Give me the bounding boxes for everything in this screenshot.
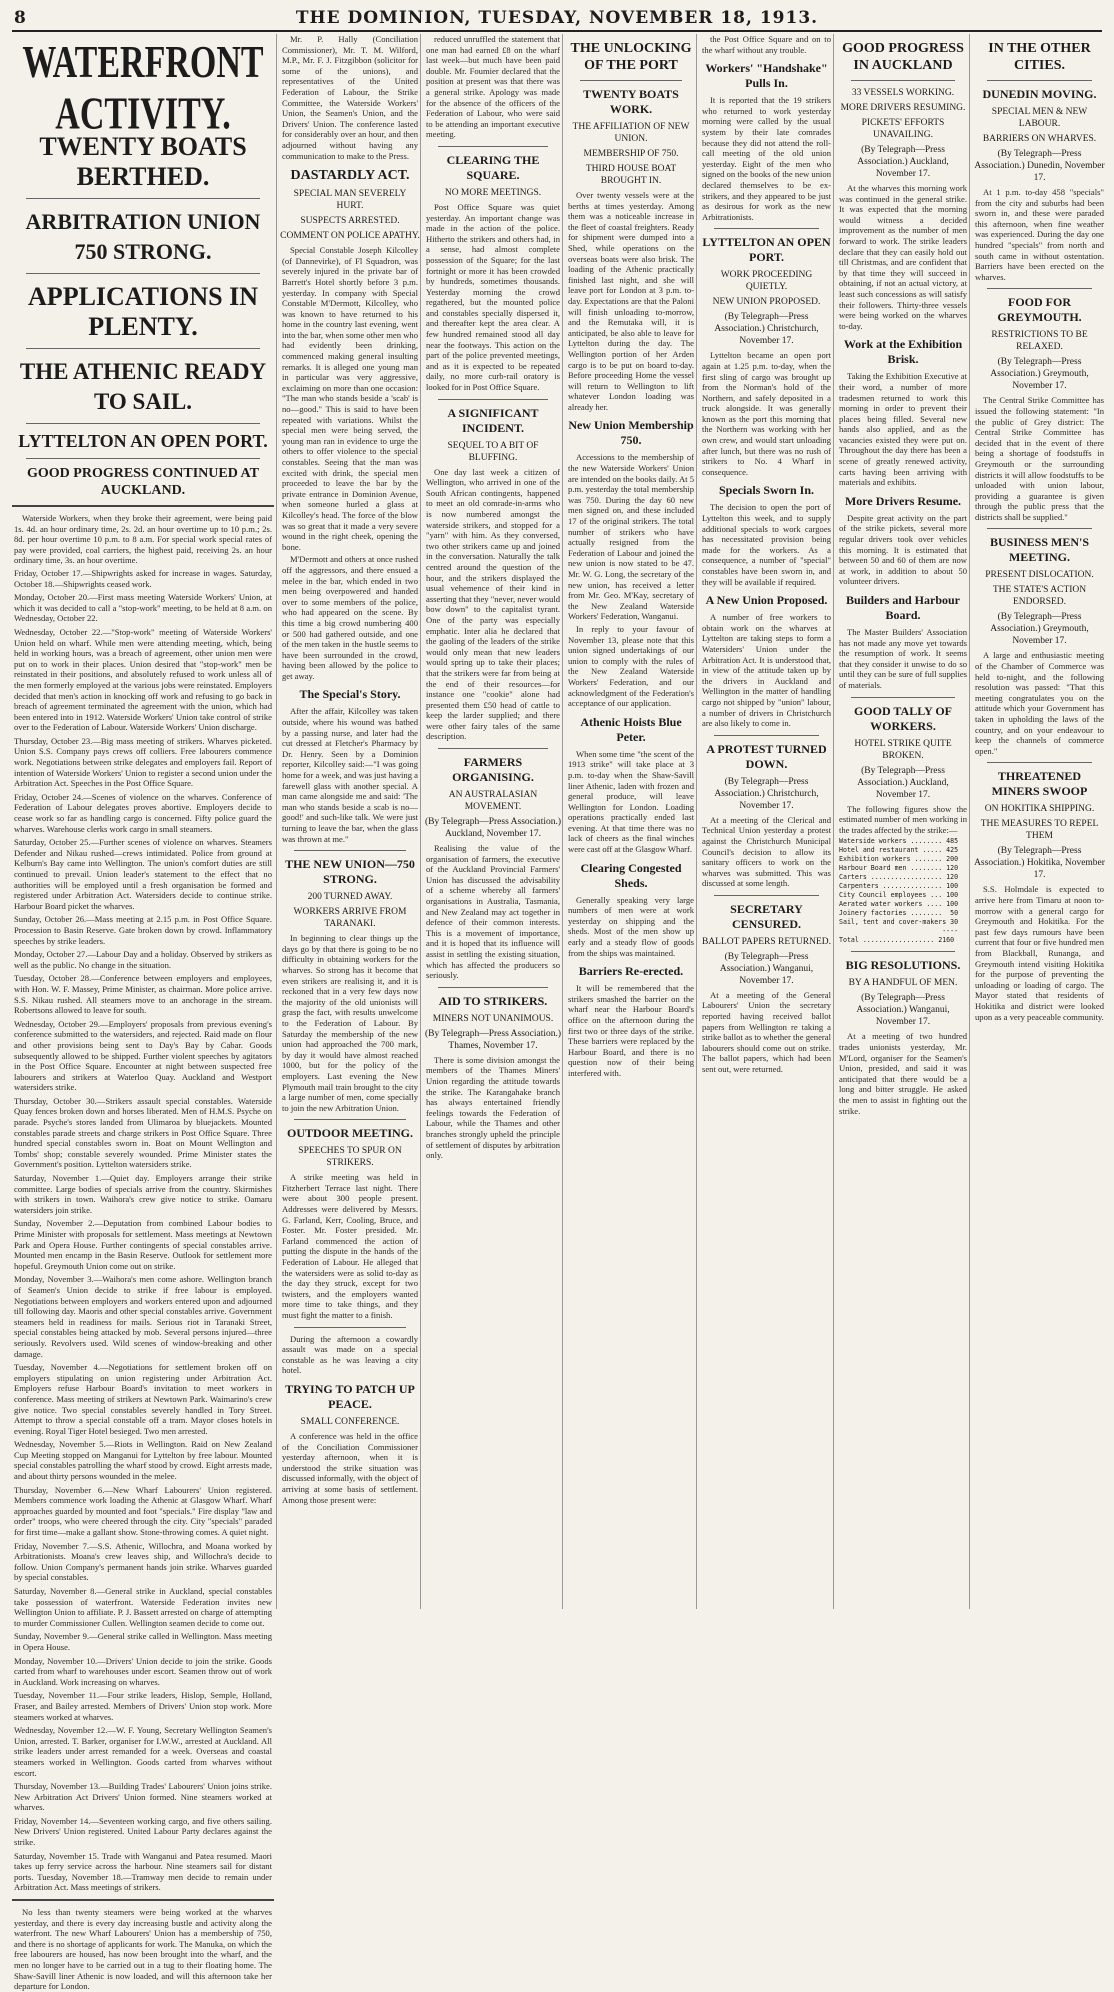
section-heading: Work at the Exhibition Brisk.	[843, 337, 963, 367]
diary-entry: Saturday, November 1.—Quiet day. Employers arrange their strike committee. Large bodies of specials arrive from the country. Skirmishes with strikers in town. Waihora's crew give notice to strike. Oamaru watersiders join strike.	[14, 1173, 272, 1215]
deck-headline: ARBITRATION UNION 750 STRONG.	[25, 209, 261, 264]
section-heading: IN THE OTHER CITIES.	[988, 41, 1091, 73]
diary-entry: Monday, October 20.—First mass meeting Waterside Workers' Union, at which it was decided to call a "stop-work" meeting, to be held at 8 a.m. on Wednesday, October 22.	[14, 592, 272, 624]
deck-headline: APPLICATIONS IN PLENTY.	[28, 282, 258, 341]
section-heading: FOOD FOR GREYMOUTH.	[997, 295, 1082, 325]
subheading: THE STATE'S ACTION ENDORSED.	[992, 585, 1087, 608]
subheading: SPECIAL MAN SEVERELY HURT.	[293, 189, 407, 212]
diary-entry: Thursday, October 23.—Big mass meeting of strikers. Wharves picketed. Union S.S. Company pays crews off colliers. Free labourers commence work. Negotiations between strike delegates and employers fail. Report of intention of Waterside Workers' Union to register a second union under the Arbitration Act. Speeches in the Post Office Square.	[14, 735, 272, 789]
article-body: When some time "the scent of the 1913 strike" will take place at 3 p.m. to-day when the Shaw-Savill liner Athenic, laden with frozen and general produce, will leave Wellington for London. Loading operations practically ended last evening. At that time there was no lack of cheers as the final winches were cast off at the Glasgow Wharf.	[568, 748, 694, 855]
diary-entry: Friday, October 24.—Scenes of violence on the wharves. Conference of Federation of Labour delegates proves abortive. Employers decide to cease work so far as handling cargo is concerned. Fifty police guard the wharves. Warehouse clerks work cargo in small steamers.	[14, 791, 272, 834]
subheading: MORE DRIVERS RESUMING.	[840, 103, 966, 113]
section-heading: THE NEW UNION—750 STRONG.	[285, 857, 415, 887]
section-heading: Clearing Congested Sheds.	[580, 860, 682, 890]
subheading: SMALL CONFERENCE.	[300, 1416, 400, 1427]
subheading: RESTRICTIONS TO BE RELAXED.	[991, 330, 1088, 353]
dateline: (By Telegraph—Press Association.) Christchurch, November 17.	[714, 776, 819, 811]
article-body: At 1 p.m. to-day 458 "specials" from the city and suburbs had been sworn in, and these were paraded this afternoon, when fine weather was experienced. During the day one hundred "specials" from north and south came in without ostentation. Barriers have been erected on the wharves.	[975, 187, 1104, 282]
section-heading: TWENTY BOATS WORK.	[583, 87, 679, 116]
article-body: The decision to open the port of Lyttelton this week, and to supply additional specials to work cargoes has necessitated provision being made for the workers. As a consequence, a number of "special" constables have been sworn in, and they will be available if required.	[702, 502, 831, 587]
dateline: (By Telegraph—Press Association.) Wanganui, November 17.	[856, 993, 950, 1028]
section-heading: THE UNLOCKING OF THE PORT	[570, 41, 692, 73]
section-heading: Specials Sworn In.	[718, 483, 815, 498]
article-body: In beginning to clear things up the days go by that there is going to be no difficulty in obtaining workers for the wharves. So strong has it become that even strikers are realising it, and it is reckoned that in a very few days now the majority of the old unionists will grasp the fact, with results unwelcome to the Federation of Labour. By Saturday the membership of the new union had approached the 700 mark, by day it would have almost reached 1000, but for the policy of the employers. Last evening the New Plymouth mail train brought to the city a large number of men, come specially to join the new Arbitration Union.	[282, 933, 418, 1113]
dateline: (By Telegraph—Press Association.) Thames, November 17.	[424, 1028, 562, 1051]
article-body: A strike meeting was held in Fitzherbert Terrace last night. There were about 300 people present. Addresses were delivered by Messrs. G. Farland, Kerr, Cooling, Bruce, and Foster. Mr. Foster presided. Mr. Farland commenced the action of putting the dispute in the hands of the Federation of Labour. He alleged that the watersiders were as solid to-day as the day they struck, except for two twisters, and the employers wanted more time to take things, and they must fight the matter to a finish.	[282, 1172, 418, 1320]
article-body: The Central Strike Committee has issued the following statement: "In the public of Grey district: The Central Strike Committee has decided that in the event of there being a shortage of foodstuffs in Greymouth or the surrounding districts it will allow foodstuffs to be unloaded with union labour, providing a guarantee is given through the public press that the districts shall be supplied."	[975, 395, 1104, 522]
column-3	[420, 34, 562, 1609]
diary-entry: Thursday, November 13.—Building Trades' Labourers' Union joins strike. New Arbitration Act Drivers' Union formed. Nine steamers worked at wharves.	[14, 1781, 272, 1813]
diary-entry: Wednesday, November 12.—W. F. Young, Secretary Wellington Seamen's Union, arrested. T. Barker, organiser for I.W.W., arrested at Auckland. All strike leaders under arrest remanded for a week. Overseas and coastal steamers worked in Wellington. Goods carted from wharves without escort.	[14, 1725, 272, 1778]
article-body: At a meeting of two hundred trades unionists yesterday, Mr. M'Lord, organiser for the Seamen's Union, presided, and said it was anticipated that there would be a long and bitter struggle. He asked the men to assist in fighting out the strike.	[839, 1031, 967, 1116]
subheading: THIRD HOUSE BOAT BROUGHT IN.	[585, 164, 677, 186]
section-heading: Builders and Harbour Board.	[845, 593, 961, 622]
diary-entry: Saturday, November 8.—General strike in Auckland, special constables take possession of waterfront. Waterside Federation invites new Wellington Union to affiliate. P. J. Bassett arrested on charge of attempting to murder Commissioner Cullen. Wellington seamen decide to come out.	[14, 1586, 272, 1628]
column-5	[696, 34, 833, 1609]
diary-entry: Tuesday, November 11.—Four strike leaders, Hislop, Semple, Holland, Fraser, and Bailey arrested. Members of Drivers' Union stop work. More steamers worked at wharves.	[14, 1690, 272, 1722]
section-heading: FARMERS ORGANISING.	[452, 755, 534, 785]
article-body: Post Office Square was quiet yesterday. An important change was made in the action of the police. Hitherto the strikers and others had, in a sense, had almost complete possession of the Square; for the last fortnight or more it has been crowded by hundreds, sometimes thousands. Yesterday morning the crowd regathered, but the mounted police and constables specially dispersed it, and thereafter kept the area clear. A few hundred remained stood all day near the footways. This action on the part of the police prevented meetings, and as it is expected to be repeated daily, no more curb-rail oratory is looked for in Post Office Square.	[426, 201, 560, 393]
dateline: (By Telegraph—Press Association.) Auckland, November 17.	[857, 145, 949, 179]
article-body: During the afternoon a cowardly assault was made on a special constable as he was leaving a city hotel.	[282, 1333, 418, 1376]
diary-entry: Friday, October 17.—Shipwrights asked for increase in wages. Saturday, October 18.—Shipwrights ceased work.	[14, 567, 272, 589]
diary-entry: Tuesday, October 28.—Conference between employers and employees, with Hon. W. F. Massey, Prime Minister, as chairman. More police arrive. S.S. Nikau rushed. All steamers move to an anchorage in the stream. Robertsons allowed to leave for south.	[14, 973, 272, 1016]
section-heading: DASTARDLY ACT.	[290, 168, 410, 184]
dateline: (By Telegraph—Press Association.) Wanganui, November 17.	[719, 951, 814, 986]
section-heading: GOOD TALLY OF WORKERS.	[853, 703, 953, 733]
article-body: Lyttelton became an open port again at 1.25 p.m. to-day, when the first sling of cargo was brought up from the Norman's hold of the Northern, and safely deposited in a truck alongside. It was generally known as the port this morning that the Northern was working with her own crew, and would start unloading after lunch, but there was no rush of strikers to No. 4 Wharf in consequence.	[702, 350, 831, 477]
article-body: It is reported that the 19 strikers who returned to work yesterday morning were called by the usual system by their late comrades because they did not attend the roll-call meeting of the old union yesterday. Eight of the men who signed on the books of the new union declared themselves to be ex-strikers, and they appeared to be just as desirous for work as the new Arbitrationists.	[702, 95, 831, 222]
article-body: A large and enthusiastic meeting of the Chamber of Commerce was held to-night, and the following resolution was passed: "That this meeting congratulates you on the attitude which your Government has taken in upholding the laws of the country, and on your endeavour to keep the channels of commerce open."	[975, 650, 1104, 756]
article-body: S.S. Holmdale is expected to arrive here from Timaru at noon to-morrow with a general cargo for Greymouth and Hokitika. For the past few days rumours have been current that four or five hundred men from Blackball, Runanga, and Greymouth intend visiting Hokitika for the purpose of preventing the unloading or loading of cargo. The Mayor stated that residents of Hokitika and district were looked upon as a very peaceable community.	[975, 884, 1104, 1022]
subheading: MINERS NOT UNANIMOUS.	[432, 1013, 554, 1024]
main-headline: WATERFRONT ACTIVITY.	[22, 38, 264, 140]
article-body: At a meeting of the General Labourers' Union the secretary reported having received ballot papers from Wellington re taking a strike ballot as to whether the general labourers should come out on strike. The ballot papers, which had been sent out, were returned.	[702, 989, 831, 1075]
diary-entry: Saturday, November 15. Trade with Wanganui and Patea resumed. Maori takes up ferry service across the harbour. Nine steamers sail for distant ports. Tuesday, November 18.—Tramway men decide to remain under Arbitration Act. Mass meetings of strikers.	[14, 1850, 272, 1893]
subheading: SPECIAL MEN & NEW LABOUR.	[991, 107, 1088, 129]
section-heading: A New Union Proposed.	[705, 593, 828, 608]
article-body: Taking the Exhibition Executive at their word, a number of more tradesmen returned to work this morning in order to prevent their places being filled. Several new hands also applied, and as the vacancies existed they were put on. Throughout the day there has been a scene of greatly renewed activity, carts having been arriving with materials and exhibits.	[839, 371, 967, 488]
subheading: SPEECHES TO SPUR ON STRIKERS.	[298, 1146, 402, 1169]
section-heading: More Drivers Resume.	[844, 493, 962, 508]
article-body: It will be remembered that the strikers smashed the barrier on the wharf near the Harbour Board's office on the afternoon during the first two or three days of the strike. These barriers were replaced by the Harbour Board, and there is no question now of their being interfered with.	[568, 983, 694, 1078]
section-heading: TRYING TO PATCH UP PEACE.	[285, 1381, 415, 1411]
article-body: The Master Builders' Association has not made any move yet towards the resumption of work. It seems that they consider it unwise to do so until they can be sure of full supplies of materials.	[839, 627, 967, 690]
dateline: (By Telegraph—Press Association.) Christchurch, November 17.	[714, 312, 819, 347]
subheading: WORK PROCEEDING QUIETLY.	[720, 270, 813, 293]
strike-diary	[14, 568, 272, 1893]
section-heading: CLEARING THE SQUARE.	[446, 152, 540, 182]
subheading: ON HOKITIKA SHIPPING.	[984, 804, 1095, 815]
article-body: There is some division amongst the members of the Thames Miners' Union regarding the attitude towards the strike. The Karangahake branch has always entertained friendly feelings towards the Federation of Labour, while the Thames and other branches strongly upheld the principle of settlement of disputes by arbitration only.	[426, 1054, 560, 1161]
diary-entry: Tuesday, November 4.—Negotiations for settlement broken off on employers stipulating on union registering under Arbitration Act. Employers refuse Harbour Board's invitation to meet workers in conference. Mass meeting of strikers at Newtown Park. Waimarino's crew give notice. Two special constables severely handled in Tory Street. Attempt to throw a special constable off a tram. Mayor closes hotels in evening. Royal Tiger Hotel besieged. Two men arrested.	[14, 1362, 272, 1436]
section-heading: A PROTEST TURNED DOWN.	[706, 741, 827, 771]
masthead	[12, 8, 1102, 32]
deck-headline: LYTTELTON AN OPEN PORT.	[18, 431, 268, 451]
dateline: (By Telegraph—Press Association.) Greymouth, November 17.	[990, 357, 1089, 392]
article-body: The following figures show the estimated number of men working in the trades affected by the strike:—	[839, 803, 967, 835]
subheading: HOTEL STRIKE QUITE BROKEN.	[854, 738, 952, 761]
article-body: Generally speaking very large numbers of men were at work yesterday on shipping and the sheds. Most of the men show up early and a steady flow of goods from the ships was maintained.	[568, 894, 694, 958]
article-body: No less than twenty steamers were being worked at the wharves yesterday, and there is every day increasing bustle and activity along the waterfront. The new Wharf Labourers' Union has a membership of 750, and there is no shortage of applicants for work. The Manuka, on which the free labourers are housed, has now been brought into the wharf, and the men no longer have to be carried out in a tug to their floating home. The Shaw-Savill liner Athenic is now loaded, and will this afternoon take her departure for London.	[14, 1907, 272, 1992]
deck-headline: THE ATHENIC READY TO SAIL.	[19, 359, 267, 414]
diary-entry: Monday, November 3.—Waihora's men come ashore. Wellington branch of Seamen's Union decide to strike if free labour is employed. Negotiations between employers and workers entered upon and adjourned till following day. Maoris and other special constables arrive. Government steamers held in readiness for mails. Serious riot in Taranaki Street, special constables being attacked by mob. Several persons injured—three seriously. Revolvers used. Wild scenes of window-breaking and other damage.	[14, 1274, 272, 1359]
column-6	[833, 34, 969, 1609]
subheading: PICKETS' EFFORTS UNAVAILING.	[861, 118, 945, 140]
article-body: Realising the value of the organisation of farmers, the executive of the Auckland Provincial Farmers' Union has discussed the advisability of a scheme whereby all farmers' organisations in Australia, Tasmania, and New Zealand may act together in defence of their common interests. This is a movement of importance, and it is hoped that its influence will assist in settling the existing situation, which has affected the producers so seriously.	[426, 843, 560, 981]
diary-entry: Wednesday, November 5.—Riots in Wellington. Raid on New Zealand Cup Meeting stopped on Manganui for Lyttelton by free labour. Mounted special constables patrolling the wharf stood by crowd. Eight arrests made, and about thirty persons wounded in the melee.	[14, 1439, 272, 1482]
subheading: NEW UNION PROPOSED.	[712, 297, 821, 308]
section-heading: GOOD PROGRESS IN AUCKLAND	[842, 41, 964, 73]
subheading: NO MORE MEETINGS.	[444, 187, 542, 198]
diary-entry: Thursday, October 30.—Strikers assault special constables. Waterside Quay fences broken down and horses liberated. Men of H.M.S. Psyche on parade. Psyche's stores landed from Ulimaroa by bluejackets. Mounted constables parade streets and charge strikers in Post Office Square. Three hundred special constables sworn in. Boat on Mount Wellington and Tombs' shop; constable severely wounded. Prime Minister states the Government's position. Lyttelton watersiders strike.	[14, 1095, 272, 1170]
deck-headline: TWENTY BOATS BERTHED.	[39, 132, 247, 191]
diary-entry: Sunday, October 26.—Mass meeting at 2.15 p.m. in Post Office Square. Procession to Basin Reserve. Gate broken down by crowd. Inflammatory speeches by strike leaders.	[14, 914, 272, 946]
masthead-title: THE DOMINION, TUESDAY, NOVEMBER 18, 1913.	[295, 8, 819, 28]
article-body: One day last week a citizen of Wellington, who arrived in one of the South African contingents, happened to meet an old comrade-in-arms who is now numbered amongst the waterside strikers, and stopped for a "yarn" with him. As they conversed, two other strikers came up and joined in the conversation. Naturally the talk centred around the question of the hour, and the strikers displayed the usual vehemence of their kind in asserting that they "never, never would bow down" to the capitalist tyrant. One of the party was especially emphatic. Inter alia he declared that the gaoling of the leaders of the strike would only mean that new leaders would spring up to take their places; that the strikers were far from being at the end of their resources—for instance one "cookie" alone had presented them £50 head of cattle to keep the larder supplied; and there were other fairy tales of the same description.	[426, 466, 560, 742]
deck-headline: GOOD PROGRESS CONTINUED AT AUCKLAND.	[27, 466, 259, 498]
article-body: Mr. P. Hally (Conciliation Commissioner), Mr. T. M. Wilford, M.P., Mr. F. J. Fitzgibbon (solicitor for some of the unions), and representatives of the United Federation of Labour, the Strike Committee, the Waterside Workers' Union, the Seamen's Union, and the Drivers' Union. The conference lasted for considerably over an hour, and then adjourned without having any communication to make to the Press.	[282, 34, 418, 161]
section-heading: BIG RESOLUTIONS.	[845, 958, 961, 973]
subheading: 33 VESSELS WORKING.	[851, 88, 955, 98]
column-1	[12, 34, 274, 1992]
diary-entry: Sunday, November 2.—Deputation from combined Labour bodies to Prime Minister with proposals for settlement. Mass meetings at Newtown Park and Opera House. Further contingents of special constables arrive. Mounted men encamp in the Basin Reserve. Outlook for settlement more hopeful. Greymouth Union come out on strike.	[14, 1218, 272, 1271]
dateline: (By Telegraph—Press Association.) Greymouth, November 17.	[990, 612, 1089, 647]
subheading: SEQUEL TO A BIT OF BLUFFING.	[447, 440, 539, 463]
subheading: THE AFFILIATION OF NEW UNION.	[572, 122, 690, 144]
subheading: COMMENT ON POLICE APATHY.	[280, 231, 420, 242]
section-heading: THREATENED MINERS SWOOP	[991, 769, 1088, 799]
article-body: the Post Office Square and on to the wharf without any trouble.	[702, 34, 831, 55]
article-body: reduced unruffled the statement that one man had earned £8 on the wharf last week—but much have been paid double. Mr. Foumier declared that the position at present was that there was a general strike. Apology was made for the absence of the officers of the Federation of Labour, who were said to be attending an important executive meeting.	[426, 34, 560, 140]
diary-entry: Monday, November 10.—Drivers' Union decide to join the strike. Goods carted from wharf to warehouses under escort. Seamen throw out of work in Auckland. Work increasing on wharves.	[14, 1655, 272, 1687]
article-body: A number of free workers to obtain work on the wharves at Lyttelton are taking steps to form a Watersiders' Union under the Arbitration Act. It is understood that, in view of the attitude taken up by the drivers in Auckland and Wellington in the matter of handling cargo not shipped by "union" labour, a number of drivers in Christchurch are also likely to come in.	[702, 612, 831, 729]
section-heading: The Special's Story.	[299, 687, 401, 702]
diary-entry: Monday, October 27.—Labour Day and a holiday. Observed by strikers as well as the public. No change in the situation.	[14, 949, 272, 970]
subheading: BY A HANDFUL OF MEN.	[848, 978, 958, 989]
section-heading: DUNEDIN MOVING.	[982, 87, 1097, 101]
dateline: (By Telegraph—Press Association.) Auckland, November 17.	[857, 765, 949, 800]
section-heading: Barriers Re-erected.	[578, 964, 684, 979]
column-4	[562, 34, 696, 1609]
diary-entry: Saturday, October 25.—Further scenes of violence on wharves. Steamers Defender and Nikau rushed—crews intimidated. Police from ground at Kelburn's Bay came into Wellington. The union's comfort duties are still continued to prevail. Union leader's statement to the effect that no authorities will be employed until a fresh organisation be formed and registered under Arbitration Act. Watersiders decide to continue strike. Harbour Board picket the wharves.	[14, 837, 272, 911]
article-body: Despite great activity on the part of the strike pickets, several more regular drivers took over vehicles this morning. It is estimated that between 50 and 60 of them are now at work, in addition to about 50 volunteer drivers.	[839, 512, 967, 587]
section-heading: OUTDOOR MEETING.	[286, 1126, 413, 1141]
subheading: BARRIERS ON WHARVES.	[982, 134, 1097, 144]
diary-entry: Thursday, November 6.—New Wharf Labourers' Union registered. Members commence work loading the Athenic at Glasgow Wharf. Wharf approaches guarded by mounted and foot "specials." Fire display "law and order" troops, who were cheered through the city. City "specials" paraded for first time—make a gallant show. Stone-throwing comes. A quiet night.	[14, 1484, 272, 1538]
workers-table: Waterside workers ........ 485 Hotel and restaurant ..... 425 Exhibition workers ....... 200 Harbour Board men ........ 120 Carters .................. 120 Carpenters ............... 100 City Council employees ... 100 Aerated water workers .... 100 Joinery factories ........ 50 Sail, tent and cover-makers 30 ---- Total .................. 2160	[839, 837, 959, 945]
subheading: WORKERS ARRIVE FROM TARANAKI.	[293, 907, 407, 930]
column-7	[969, 34, 1106, 1609]
section-heading: Workers' "Handshake" Pulls In.	[705, 61, 828, 91]
diary-entry: Wednesday, October 29.—Employers' proposals from previous evening's conference submitted to the watersiders, and rejected. Raid made on flour and other provisions being sent to Day's Bay by Cabar. Goods subsequently allowed to be shipped. Further violent speeches by agitators in the Post Office Square. Encounter at night between suspected free labourers and strikers at Waterloo Quay. Auckland and Westport watersiders strike.	[14, 1018, 272, 1093]
dateline: (By Telegraph—Press Association.) Hokitika, November 17.	[974, 846, 1105, 881]
article-body: A conference was held in the office of the Conciliation Commissioner yesterday afternoon, when it is understood the strike situation was discussed informally, with the object of arriving at some basis of settlement. Among those present were:	[282, 1430, 418, 1505]
article-body: At a meeting of the Clerical and Technical Union yesterday a protest against the Christchurch Municipal Council's decision to allow its sanitary officers to work on the wharves was submitted. This was discussed at some length.	[702, 814, 831, 889]
article-body: Over twenty vessels were at the berths at times yesterday. Among them was a noticeable increase in the fleet of coastal freighters. Ready for shipment were dumped into a Shed, while operations on the overseas boats were also brisk. The loading of the Athenic practically finished last night, and she will leave port for London at 3 p.m. to-day. Expectations are that the Paloni will finish unloading to-morrow, and the Remutaka will, it is anticipated, be also able to leave for Lyttelton during the day. The Wellington portion of her Arden cargo is to be put on board to-day. Before proceeding Home the vessel will return to Wellington to lift whatever London loading was already her.	[568, 190, 694, 412]
dateline: (By Telegraph—Press Association.) Auckland, November 17.	[424, 817, 562, 840]
article-body: At the wharves this morning work was continued in the general strike. It was expected that the morning would witness a decided improvement as the number of men forward to work. The strike leaders declare that they can easily hold out till Christmas, and are confident that by that time they will succeed in obtaining, if not an actual victory, at least such concessions as will satisfy their followers. Thirty-three vessels were being worked on the wharves to-day.	[839, 183, 967, 331]
diary-entry: Friday, November 14.—Seventeen working cargo, and five others sailing. New Drivers' Union registered. United Labour Party declares against the strike.	[14, 1815, 272, 1848]
subheading: MEMBERSHIP OF 750.	[583, 149, 679, 159]
section-heading: Athenic Hoists Blue Peter.	[580, 714, 682, 744]
section-heading: LYTTELTON AN OPEN PORT.	[702, 235, 831, 265]
diary-entry: Sunday, November 9.—General strike called in Wellington. Mass meeting in Opera House.	[14, 1631, 272, 1652]
subheading: BALLOT PAPERS RETURNED.	[701, 936, 832, 947]
article-body: Accessions to the membership of the new Waterside Workers' Union are intended on the books daily. At 5 p.m. yesterday the total membership was 750. During the day 60 new men signed on, and these included 17 of the original strikers. The total number of strikers who have actually resigned from the Federation of Labour and joined the new union is now stated to be 47. Mr. W. G. Long, the secretary of the new union, has received a letter from Mr. Geo. M'Kay, secretary of the New Zealand Waterside Workers' Federation, Wanganui. In reply to your favour of November 13, please note that this union signed undertakings of our union to comply with the rules of the New Zealand Waterside Workers' Federation, and our acknowledgment of the Federation's acceptance of our application.	[568, 452, 694, 709]
subheading: AN AUSTRALASIAN MOVEMENT.	[448, 790, 538, 813]
article-body: After the affair, Kilcolley was taken outside, where his wound was bathed by a passing nurse, and later had the cut dressed at Fletcher's Pharmacy by Dr. Henry. Seen by a Dominion reporter, Kilcolley said:—"I was going home for a week, and was just having a farewell glass with another special. A man came alongside me and said: 'The man who stands beside a scab is no—good!' and such-like talk. We were just turning to leave the bar, when the glass was thrown at me."	[282, 706, 418, 844]
section-heading: A SIGNIFICANT INCIDENT.	[447, 405, 539, 435]
subheading: THE MEASURES TO REPEL THEM	[980, 819, 1099, 842]
subheading: PRESENT DISLOCATION.	[985, 570, 1094, 581]
article-body: Special Constable Joseph Kilcolley (of Dannevirke), of Fl Squadron, was severely injured in the private bar of Barrett's Hotel shortly before 3 p.m. yesterday. In company with Special Constable M'Dermott, Kilcolley, who was known to have returned to his home in the country last evening, went into the bar, when some other men who had evidently been drinking, commenced making general insulting remarks. It is alleged one young man in particular was very aggressive, exclaiming on more than one occasion: "The man who stands beside a 'scab' is no—good." This is said to have been repeated with variations. Whilst the special men were being served, the young man ran in evidence to urge the others to offer violence to the special constables. Seeing that the man was excited with drink, the special men proceeded to leave the bar by the private entrance in Dominion Avenue, when someone hurled a glass at Kilcolley's head. The force of the blow was so great that it made a very severe wound in the right cheek, opening the bone. M'Dermott and others at once rushed off the aggressors, and there ensued a melee in the bar, which ended in two men being overpowered and handed over to some members of the police, who had appeared on the scene. By this time a big crowd numbering 400 or 500 had gathered outside, and one of the men taken in the hustle seems to have been surrounded in the crowd, having been allowed by the police to get away.	[282, 245, 418, 681]
section-heading: New Union Membership 750.	[568, 418, 694, 448]
subheading: 200 TURNED AWAY.	[307, 892, 393, 903]
section-heading: BUSINESS MEN'S MEETING.	[989, 535, 1090, 565]
page-number: 8	[14, 8, 26, 28]
section-heading: SECRETARY CENSURED.	[730, 901, 803, 931]
article-intro: Waterside Workers, when they broke their agreement, were being paid 1s. 4d. an hour ordinary time, 2s. 2d. an hour overtime up to 10 p.m.; 2s. 8d. per hour overtime 10 p.m. to 8 a.m. For special work special rates of pay were provided, coal carriers, the highest paid, receiving 2s. an hour ordinary time, 3s. an hour overtime.	[14, 513, 272, 566]
section-heading: AID TO STRIKERS.	[438, 993, 548, 1008]
dateline: (By Telegraph—Press Association.) Dunedin, November 17.	[974, 149, 1105, 183]
column-2	[276, 34, 420, 1609]
diary-entry: Friday, November 7.—S.S. Athenic, Willochra, and Moana worked by Arbitrationists. Moana's crew leaves ship, and Willochra's decide to follow. Union Company's permanent hands join strike. Wharves guarded by special constables.	[14, 1540, 272, 1583]
subheading: SUSPECTS ARRESTED.	[300, 216, 400, 227]
diary-entry: Wednesday, October 22.—"Stop-work" meeting of Waterside Workers' Union held on wharf. While men were attending meeting, which, being held in working hours, was a breach of agreement, other union men were put on to work in their places. Union desired that "stop-work" men be reinstated in their positions, and absolutely refused to work unless all of the men formerly employed at the various jobs were reinstated. Employers decided that men's action in knocking off work and refusing to go back in breach of agreement terminated the agreement with the union, which had been entered into in 1912. Waterside Workers' Union take control of strike over to the Federation of Labour. Waterside Workers' Union discharge.	[14, 626, 272, 733]
